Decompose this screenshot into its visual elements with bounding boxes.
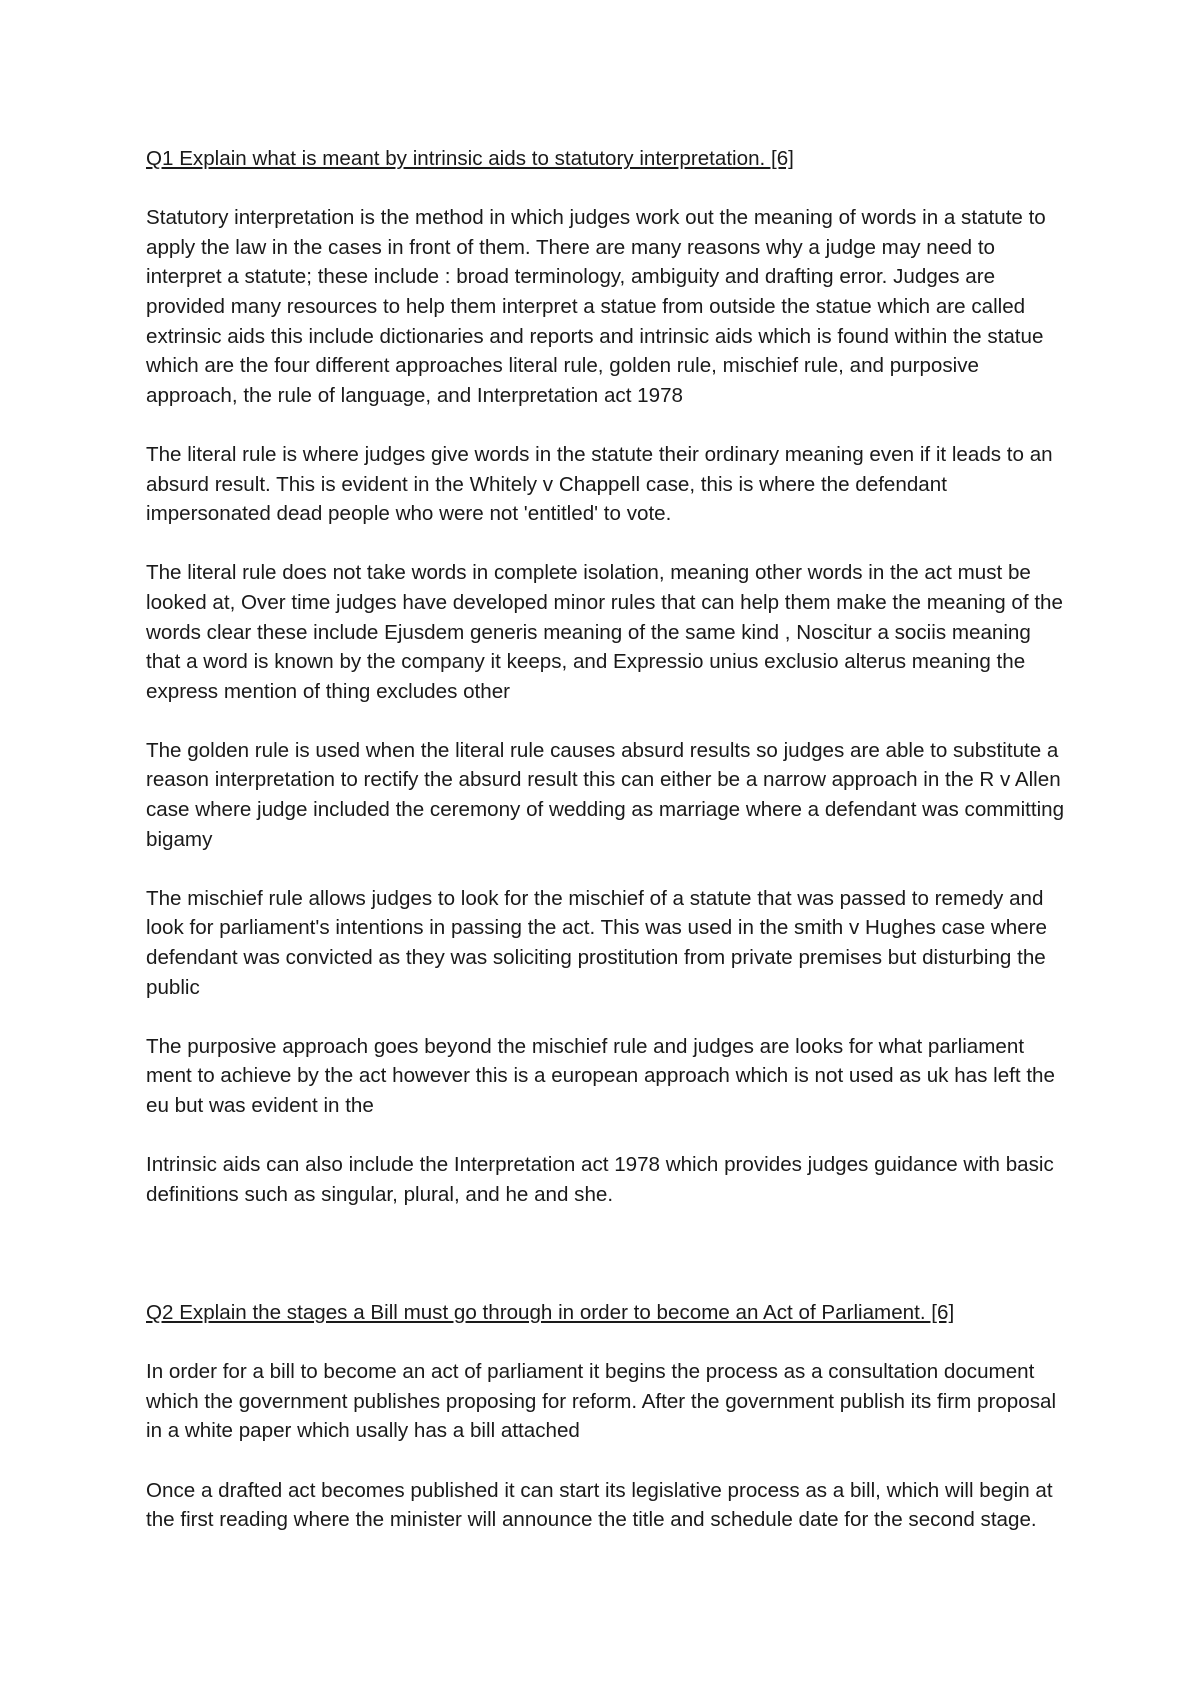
q1-paragraph: The literal rule does not take words in complete isolation, meaning other words in the act must be looked at, Over time judges have developed minor rules that can help them make the meaning of the words clear these include Ejusdem generis meaning of the same kind , Noscitur a sociis meaning that a word is known by the company it keeps, and Expressio unius exclusio alterus meaning the express mention of thing excludes other [146,561,1063,703]
q2-paragraph: In order for a bill to become an act of parliament it begins the process as a consultation document which the government publishes proposing for reform. After the government publish its firm proposal in a white paper which usally has a bill attached [146,1360,1057,1443]
document-body [146,144,1066,1564]
section-spacer [146,1239,1066,1298]
q1-paragraph: Statutory interpretation is the method in which judges work out the meaning of words in a statute to apply the law in the cases in front of them. There are many reasons why a judge may need to interpret a statute; these include : broad terminology, ambiguity and drafting error. Judges are provided many resources to help them interpret a statue from outside the statue which are called extrinsic aids this include dictionaries and reports and intrinsic aids which is found within the statue which are the four different approaches literal rule, golden rule, mischief rule, and purposive approach, the rule of language, and Interpretation act 1978 [146,206,1046,407]
q1-paragraph: The purposive approach goes beyond the mischief rule and judges are looks for what parliament ment to achieve by the act however this is a european approach which is not used as uk has left the eu but was evident in the [146,1034,1055,1117]
q2-paragraph: Once a drafted act becomes published it can start its legislative process as a bill, which will begin at the first reading where the minister will announce the title and schedule date for the second stage. [146,1478,1053,1532]
q2-heading: Q2 Explain the stages a Bill must go through in order to become an Act of Parliament. [6] [146,1300,955,1324]
q1-heading: Q1 Explain what is meant by intrinsic aids to statutory interpretation. [6] [146,147,794,170]
q1-paragraph: The literal rule is where judges give words in the statute their ordinary meaning even if it leads to an absurd result. This is evident in the Whitely v Chappell case, this is where the defendant impersonated dead people who were not 'entitled' to vote. [146,442,1053,526]
q1-paragraph: Intrinsic aids can also include the Interpretation act 1978 which provides judges guidance with basic definitions such as singular, plural, and he and she. [146,1153,1054,1206]
q1-paragraph: The golden rule is used when the literal rule causes absurd results so judges are able to substitute a reason interpretation to rectify the absurd result this can either be a narrow approach in the R v Allen case where judge included the ceremony of wedding as marriage where a defendant was committing bigamy [146,738,1065,851]
q1-paragraph: The mischief rule allows judges to look for the mischief of a statute that was passed to remedy and look for parliament's intentions in passing the act. This was used in the smith v Hughes case where defendant was convicted as they was soliciting prostitution from private premises but disturbing the public [146,886,1047,999]
